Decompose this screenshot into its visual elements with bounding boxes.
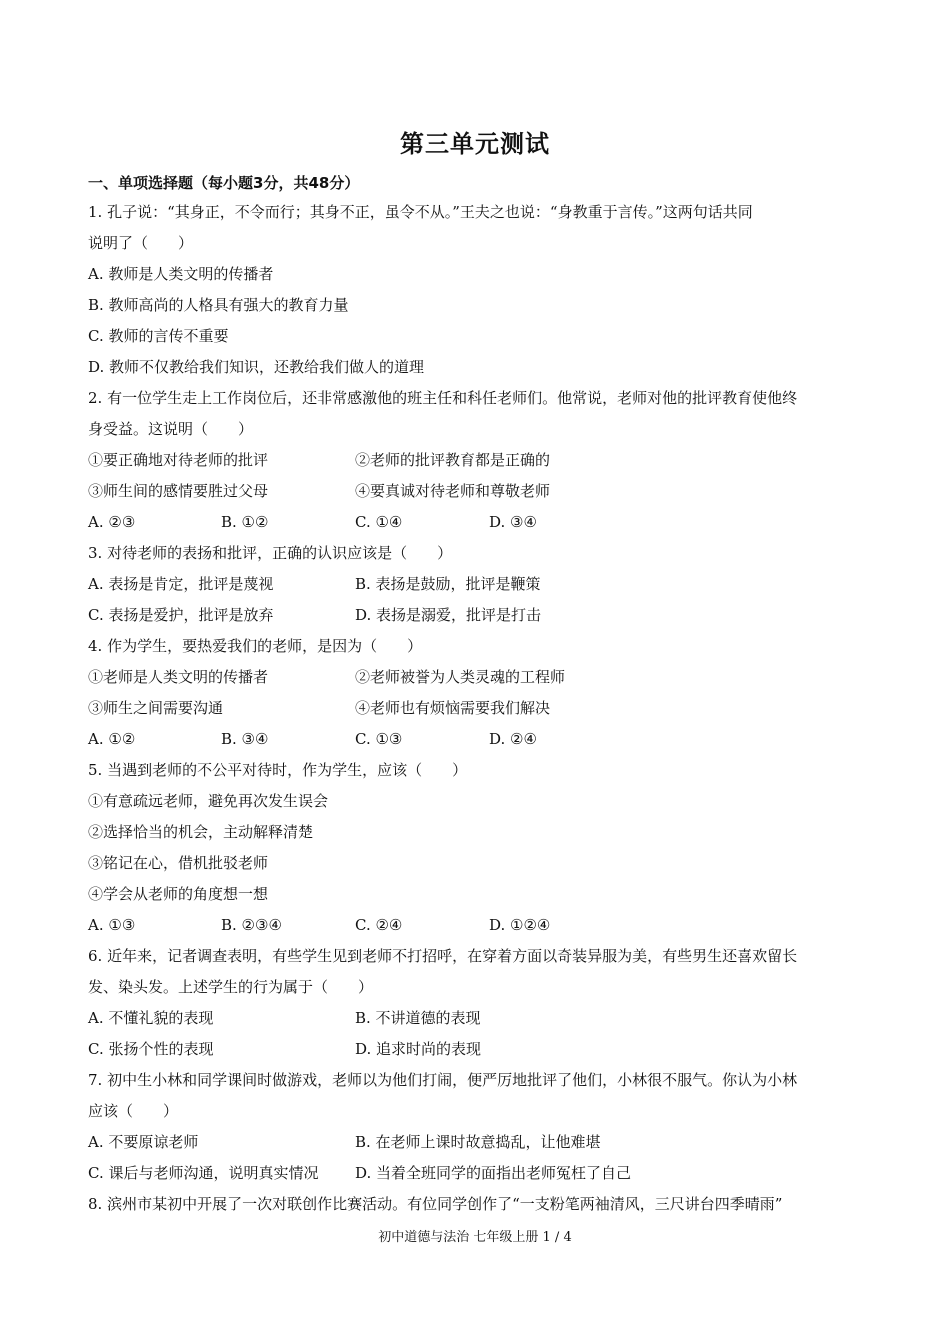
question-2-statement-1: ①要正确地对待老师的批评: [88, 451, 269, 469]
question-7-option-b: B. 在老师上课时故意捣乱，让他难堪: [355, 1133, 601, 1151]
question-1-option-b: B. 教师高尚的人格具有强大的教育力量: [88, 296, 349, 314]
question-5-statement-4: ④学会从老师的角度想一想: [88, 885, 269, 903]
question-5-option-d: D. ①②④: [489, 916, 551, 934]
question-4-statement-1: ①老师是人类文明的传播者: [88, 668, 269, 686]
question-3-option-c: C. 表扬是爱护，批评是放弃: [88, 606, 274, 624]
question-2-option-a: A. ②③: [88, 513, 136, 531]
question-5-stem: 5. 当遇到老师的不公平对待时，作为学生，应该（ ）: [88, 761, 468, 779]
question-4-option-a: A. ①②: [88, 730, 136, 748]
question-5-option-b: B. ②③④: [221, 916, 282, 934]
question-2-stem: 2. 有一位学生走上工作岗位后，还非常感激他的班主任和科任老师们。他常说，老师对他的批评教育使他终: [88, 389, 798, 407]
question-2-option-d: D. ③④: [489, 513, 537, 531]
question-8-stem: 8. 滨州市某初中开展了一次对联创作比赛活动。有位同学创作了“一支粉笔两袖清风，三尺讲台四季晴雨”: [88, 1195, 783, 1213]
question-1-stem-cont: 说明了（ ）: [88, 234, 194, 252]
question-6-option-b: B. 不讲道德的表现: [355, 1009, 481, 1027]
question-2-stem-cont: 身受益。这说明（ ）: [88, 420, 254, 438]
question-6-option-c: C. 张扬个性的表现: [88, 1040, 214, 1058]
question-2-statement-2: ②老师的批评教育都是正确的: [355, 451, 551, 469]
question-3-option-a: A. 表扬是肯定，批评是蔑视: [88, 575, 274, 593]
question-2-option-b: B. ①②: [221, 513, 269, 531]
question-4-statement-4: ④老师也有烦恼需要我们解决: [355, 699, 551, 717]
question-7-stem: 7. 初中生小林和同学课间时做游戏，老师以为他们打闹，便严厉地批评了他们，小林很不服气。你认为小林: [88, 1071, 798, 1089]
page-footer: 初中道德与法治 七年级上册 1 / 4: [378, 1230, 572, 1245]
question-5-statement-3: ③铭记在心，借机批驳老师: [88, 854, 269, 872]
question-2-option-c: C. ①④: [355, 513, 403, 531]
question-4-option-d: D. ②④: [489, 730, 537, 748]
question-4-option-b: B. ③④: [221, 730, 269, 748]
question-5-option-c: C. ②④: [355, 916, 403, 934]
question-1-option-c: C. 教师的言传不重要: [88, 327, 229, 345]
question-7-stem-cont: 应该（ ）: [88, 1102, 179, 1120]
question-4-option-c: C. ①③: [355, 730, 403, 748]
question-6-stem: 6. 近年来，记者调查表明，有些学生见到老师不打招呼，在穿着方面以奇装异服为美，有些男生还喜欢留长: [88, 947, 798, 965]
question-1-stem: 1. 孔子说：“其身正，不令而行；其身不正，虽令不从。”王夫之也说：“身教重于言传。”这两句话共同: [88, 203, 753, 221]
question-7-option-a: A. 不要原谅老师: [88, 1133, 199, 1151]
question-6-stem-cont: 发、染头发。上述学生的行为属于（ ）: [88, 978, 374, 996]
question-1-option-d: D. 教师不仅教给我们知识，还教给我们做人的道理: [88, 358, 425, 376]
page-title: 第三单元测试: [400, 130, 550, 158]
question-7-option-c: C. 课后与老师沟通，说明真实情况: [88, 1164, 319, 1182]
question-7-option-d: D. 当着全班同学的面指出老师冤枉了自己: [355, 1164, 632, 1182]
question-5-statement-2: ②选择恰当的机会，主动解释清楚: [88, 823, 314, 841]
question-6-option-a: A. 不懂礼貌的表现: [88, 1009, 214, 1027]
question-4-statement-2: ②老师被誉为人类灵魂的工程师: [355, 668, 566, 686]
question-4-stem: 4. 作为学生，要热爱我们的老师，是因为（ ）: [88, 637, 423, 655]
question-1-option-a: A. 教师是人类文明的传播者: [88, 265, 274, 283]
question-2-statement-4: ④要真诚对待老师和尊敬老师: [355, 482, 551, 500]
question-4-statement-3: ③师生之间需要沟通: [88, 699, 224, 717]
question-5-statement-1: ①有意疏远老师，避免再次发生误会: [88, 792, 329, 810]
question-3-option-b: B. 表扬是鼓励，批评是鞭策: [355, 575, 541, 593]
question-2-statement-3: ③师生间的感情要胜过父母: [88, 482, 269, 500]
question-6-option-d: D. 追求时尚的表现: [355, 1040, 482, 1058]
section-heading: 一、单项选择题（每小题3分，共48分）: [88, 174, 360, 192]
question-3-option-d: D. 表扬是溺爱，批评是打击: [355, 606, 542, 624]
question-5-option-a: A. ①③: [88, 916, 136, 934]
question-3-stem: 3. 对待老师的表扬和批评，正确的认识应该是（ ）: [88, 544, 453, 562]
